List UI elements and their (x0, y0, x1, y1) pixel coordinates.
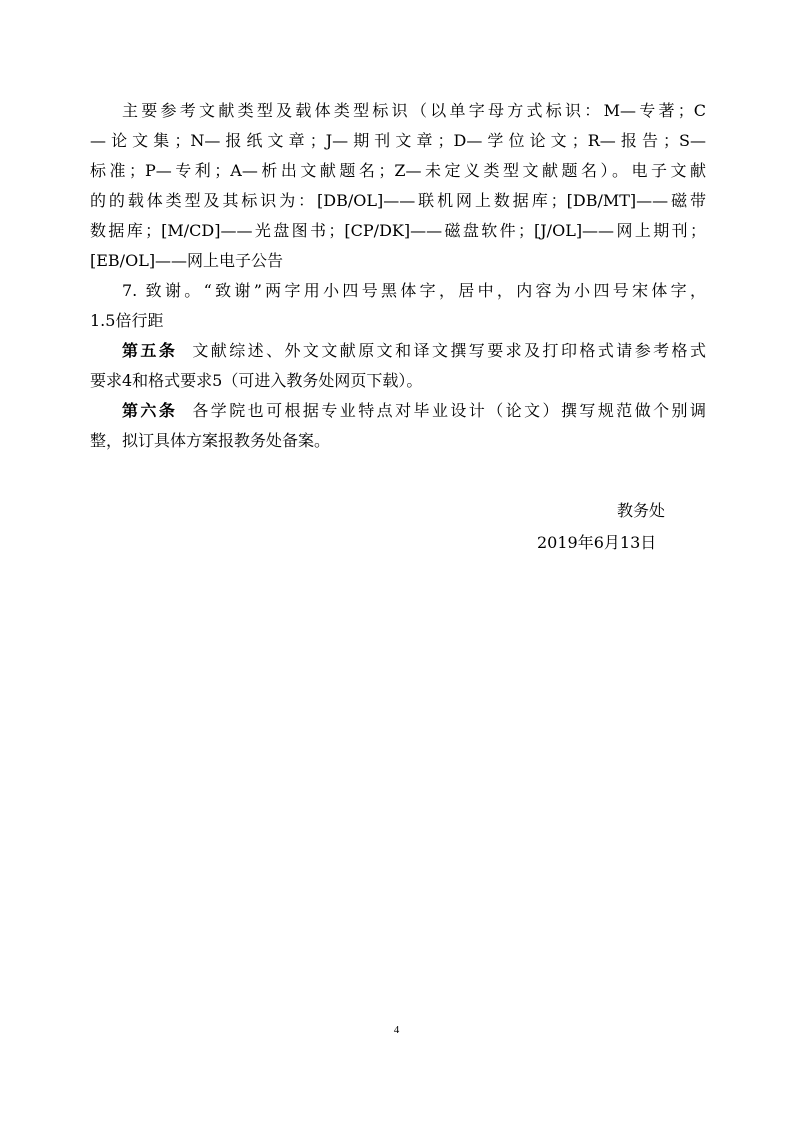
signature-office: 教务处 (617, 501, 666, 520)
article5-line-2: 要求4和格式要求5（可进入教务处网页下载）。 (90, 371, 423, 390)
item7-line-1: 7. 致谢。“致谢”两字用小四号黑体字，居中，内容为小四号宋体字， (122, 281, 706, 300)
para1-line-3: 标准；P—专利；A—析出文献题名；Z—未定义类型文献题名）。电子文献 (90, 161, 706, 180)
article5-line-1 (122, 341, 706, 361)
para1-line-2: —论文集；N—报纸文章；J—期刊文章；D—学位论文；R—报告；S— (90, 131, 706, 150)
item7-line-2: 1.5倍行距 (90, 311, 164, 330)
page-number: 4 (393, 1024, 400, 1036)
signature-date: 2019年6月13日 (537, 533, 657, 552)
para1-line-4: 的的载体类型及其标识为：[DB/OL]——联机网上数据库；[DB/MT]——磁带 (90, 191, 706, 210)
article5-text-1: 文献综述、外文文献原文和译文撰写要求及打印格式请参考格式 (192, 341, 706, 360)
para1-line-1: 主要参考文献类型及载体类型标识（以单字母方式标识：M—专著；C (122, 101, 706, 120)
para1-line-6: [EB/OL]——网上电子公告 (90, 251, 284, 270)
article5-label: 第五条 (122, 341, 178, 360)
para1-line-5: 数据库；[M/CD]——光盘图书；[CP/DK]——磁盘软件；[J/OL]——网上期刊； (90, 221, 706, 240)
article6-label: 第六条 (122, 401, 178, 420)
article6-line-2: 整，拟订具体方案报教务处备案。 (90, 431, 331, 450)
article6-text-1: 各学院也可根据专业特点对毕业设计（论文）撰写规范做个别调 (192, 401, 706, 420)
article6-line-1 (122, 401, 706, 421)
